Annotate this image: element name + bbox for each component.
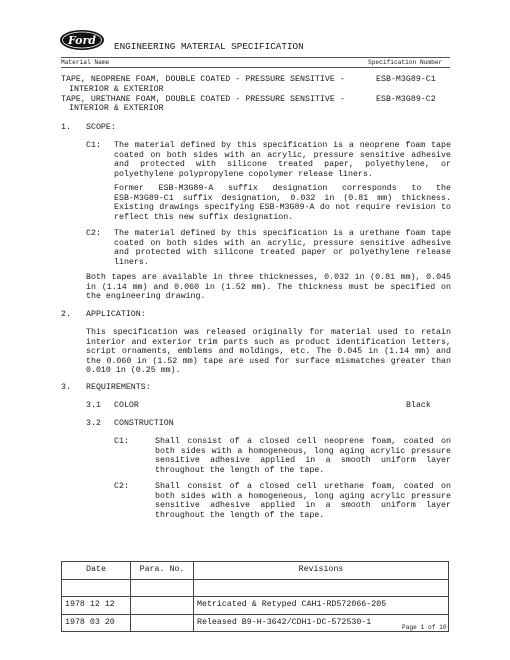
text-line: both sides with a homogeneous, long aging acrylic pressure [155, 491, 451, 501]
text-line: in (1.14 mm) and 0.060 in (1.52 mm). The thickness must be specified on [86, 282, 451, 292]
revision-date [62, 579, 131, 597]
section-3-title: REQUIREMENTS: [86, 383, 151, 392]
text-line: liners. [114, 257, 149, 267]
revisions-header: Revisions [194, 562, 449, 580]
scope-thickness-text [86, 273, 451, 302]
text-line: sensitive adhesive applied in a smooth uniform layer [155, 456, 451, 466]
scope-former-text [114, 184, 451, 222]
req-color-number: 3.1 [86, 401, 101, 410]
section-1-title: SCOPE: [86, 123, 116, 132]
revision-para [131, 597, 194, 615]
header-rule [61, 57, 450, 58]
req-construction-label: CONSTRUCTION [114, 419, 174, 428]
revision-text [194, 579, 449, 597]
para-no-header: Para. No. [131, 562, 194, 580]
req-color-value: Black [406, 401, 431, 410]
revision-para [131, 579, 194, 597]
req-c1-label: C1: [114, 437, 129, 446]
text-line: Shall consist of a closed cell neoprene foam, coated on [155, 437, 451, 446]
section-2-title: APPLICATION: [86, 310, 146, 319]
req-c2-label: C2: [114, 482, 129, 491]
text-line: 0.010 in (0.25 mm). [86, 366, 181, 376]
revision-date: 1978 12 12 [62, 597, 131, 615]
table-row [62, 597, 449, 615]
text-line: interior and exterior trim parts such as product identification letters, [86, 337, 451, 347]
header-rule-lower [61, 67, 450, 68]
scope-c1-text [114, 141, 451, 179]
scope-c2-label: C2: [86, 229, 101, 238]
material-1-line2: INTERIOR & EXTERIOR [69, 85, 164, 94]
text-line: both sides with a homogeneous, long aging acrylic pressure [155, 446, 451, 456]
material-name-label: Material Name [61, 59, 110, 66]
text-line: reflect this new suffix designation. [114, 212, 294, 222]
text-line: Former ESB-M3G89-A suffix designation corresponds to the [114, 184, 451, 193]
req-c2-text [155, 482, 451, 520]
page-number: Page 1 of 10 [402, 624, 447, 631]
req-construction-number: 3.2 [86, 419, 101, 428]
text-line: ESB-M3G89-C1 suffix designation, 0.032 in (0.81 mm) thickness. [114, 193, 451, 203]
text-line: the 0.060 in (1.52 mm) tape are used for surface mismatches greater than [86, 356, 451, 366]
date-header: Date [62, 562, 131, 580]
text-line: coated on both sides with an acrylic, pressure sensitive adhesive [114, 150, 451, 160]
material-2-line2: INTERIOR & EXTERIOR [69, 104, 164, 113]
application-text [86, 328, 451, 376]
table-row [62, 614, 449, 632]
text-line: Shall consist of a closed cell urethane foam, coated on [155, 482, 451, 491]
text-line: sensitive adhesive applied in a smooth uniform layer [155, 501, 451, 511]
material-1-spec: ESB-M3G89-C1 [376, 75, 436, 84]
text-line: throughout the length of the tape. [155, 510, 325, 520]
text-line: throughout the length of the tape. [155, 465, 325, 475]
section-1-number: 1. [61, 123, 71, 132]
req-color-label: COLOR [114, 401, 139, 410]
revision-para [131, 614, 194, 632]
spec-number-label: Specification Number [368, 59, 443, 66]
text-line: and protected with silicone treated paper or polyethylene release [114, 248, 451, 258]
material-1-line1: TAPE, NEOPRENE FOAM, DOUBLE COATED - PRESSURE SENSITIVE - [61, 75, 345, 84]
revisions-header-row [62, 562, 449, 580]
ford-logo-text: Ford [67, 34, 97, 47]
req-c1-text [155, 437, 451, 475]
text-line: the engineering drawing. [86, 292, 206, 302]
scope-c1-label: C1: [86, 141, 101, 150]
text-line: The material defined by this specification is a urethane foam tape [114, 229, 451, 238]
section-3-number: 3. [61, 383, 71, 392]
text-line: The material defined by this specification is a neoprene foam tape [114, 141, 451, 150]
text-line: Both tapes are available in three thicknesses, 0.032 in (0.81 mm), 0.045 [86, 273, 451, 282]
ford-logo [59, 29, 105, 51]
revision-text: Released B9-H-3642/CDH1-DC-572530-1 [194, 614, 449, 632]
text-line: polyethylene polypropylene copolymer release liners. [114, 169, 373, 179]
text-line: Existing drawings specifying ESB-M3G89-A do not require revision to [114, 203, 451, 213]
text-line: script ornaments, emblems and moldings, etc. The 0.045 in (1.14 mm) and [86, 347, 451, 357]
revision-text: Metricated & Retyped CAH1-RD572066-205 [194, 597, 449, 615]
revision-date: 1978 03 20 [62, 614, 131, 632]
scope-c2-text [114, 229, 451, 267]
material-2-line1: TAPE, URETHANE FOAM, DOUBLE COATED - PRESSURE SENSITIVE - [61, 95, 345, 104]
text-line: and protected with silicone treated paper, polyethylene, or [114, 160, 451, 170]
section-2-number: 2. [61, 310, 71, 319]
text-line: coated on both sides with an acrylic, pressure sensitive adhesive [114, 238, 451, 248]
page-title: ENGINEERING MATERIAL SPECIFICATION [114, 41, 304, 52]
text-line: This specification was released originally for material used to retain [86, 328, 451, 337]
table-row [62, 579, 449, 597]
material-2-spec: ESB-M3G89-C2 [376, 95, 436, 104]
revisions-table [61, 561, 449, 632]
